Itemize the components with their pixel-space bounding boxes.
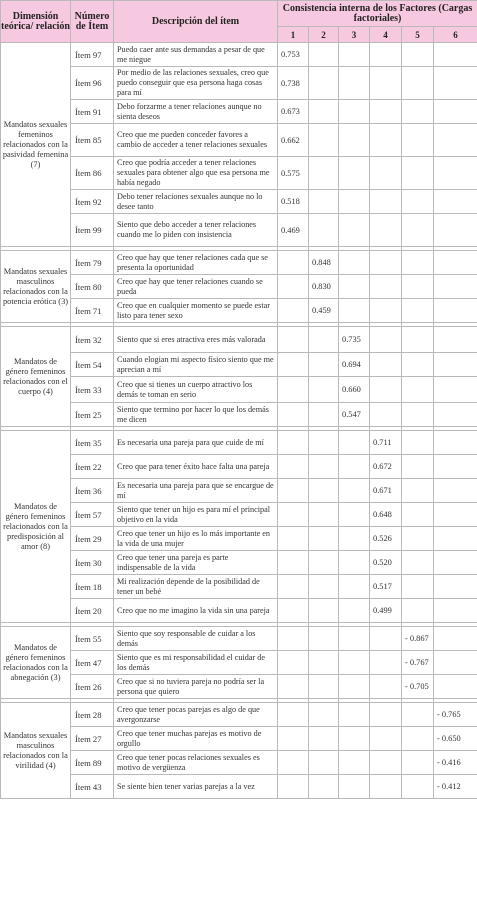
item-description-cell: Creo que tener muchas parejas es motivo de orgullo	[114, 727, 278, 751]
empty-factor-cell	[278, 377, 309, 403]
table-row	[1, 503, 477, 527]
factor-loading-value: 0.738	[278, 67, 309, 100]
item-number-cell: Ítem 92	[71, 190, 114, 214]
item-description-cell: Creo que podría acceder a tener relaciones sexuales para obtener algo que esa persona me había negado	[114, 157, 278, 190]
factor-loading-value: 0.459	[309, 299, 339, 323]
empty-factor-cell	[278, 651, 309, 675]
empty-factor-cell	[309, 575, 339, 599]
empty-factor-cell	[339, 627, 370, 651]
item-number-cell: Ítem 20	[71, 599, 114, 623]
item-number-cell: Ítem 26	[71, 675, 114, 699]
empty-factor-cell	[370, 100, 402, 124]
empty-factor-cell	[309, 551, 339, 575]
empty-factor-cell	[370, 703, 402, 727]
table-row	[1, 353, 477, 377]
item-description-cell: Creo que tener una pareja es parte indispensable de la vida	[114, 551, 278, 575]
item-description-cell: Se siente bien tener varias parejas a la vez	[114, 775, 278, 799]
table-row	[1, 190, 477, 214]
empty-factor-cell	[278, 431, 309, 455]
empty-factor-cell	[434, 599, 477, 623]
item-description-cell: Por medio de las relaciones sexuales, creo que puedo conseguir que esa persona haga cosas para mí	[114, 67, 278, 100]
empty-factor-cell	[339, 43, 370, 67]
empty-factor-cell	[434, 455, 477, 479]
header-factor-5: 5	[402, 27, 434, 43]
empty-factor-cell	[434, 403, 477, 427]
empty-factor-cell	[370, 157, 402, 190]
factor-loading-value: - 0.650	[434, 727, 477, 751]
empty-factor-cell	[370, 299, 402, 323]
empty-factor-cell	[339, 124, 370, 157]
empty-factor-cell	[278, 751, 309, 775]
item-number-cell: Ítem 35	[71, 431, 114, 455]
item-number-cell: Ítem 97	[71, 43, 114, 67]
empty-factor-cell	[278, 353, 309, 377]
empty-factor-cell	[402, 353, 434, 377]
table-row	[1, 599, 477, 623]
item-description-cell: Puedo caer ante sus demandas a pesar de que me niegue	[114, 43, 278, 67]
item-number-cell: Ítem 32	[71, 327, 114, 353]
factor-loading-value: 0.662	[278, 124, 309, 157]
empty-factor-cell	[278, 299, 309, 323]
empty-factor-cell	[370, 214, 402, 247]
item-description-cell: Creo que tener pocas relaciones sexuales es motivo de vergüenza	[114, 751, 278, 775]
empty-factor-cell	[339, 157, 370, 190]
empty-factor-cell	[402, 43, 434, 67]
item-number-cell: Ítem 33	[71, 377, 114, 403]
empty-factor-cell	[370, 353, 402, 377]
empty-factor-cell	[278, 403, 309, 427]
factor-loading-value: 0.848	[309, 251, 339, 275]
empty-factor-cell	[309, 751, 339, 775]
empty-factor-cell	[339, 551, 370, 575]
empty-factor-cell	[339, 503, 370, 527]
factor-loading-value: 0.499	[370, 599, 402, 623]
empty-factor-cell	[370, 67, 402, 100]
empty-factor-cell	[434, 503, 477, 527]
empty-factor-cell	[339, 67, 370, 100]
empty-factor-cell	[339, 727, 370, 751]
item-number-cell: Ítem 27	[71, 727, 114, 751]
empty-factor-cell	[402, 327, 434, 353]
empty-factor-cell	[309, 703, 339, 727]
item-description-cell: Creo que no me imagino la vida sin una pareja	[114, 599, 278, 623]
empty-factor-cell	[309, 479, 339, 503]
item-number-cell: Ítem 29	[71, 527, 114, 551]
empty-factor-cell	[370, 124, 402, 157]
header-dimension: Dimensión teórica/ relación	[1, 1, 71, 43]
item-description-cell: Creo que tener pocas parejas es algo de que avergonzarse	[114, 703, 278, 727]
item-description-cell: Debo tener relaciones sexuales aunque no lo desee tanto	[114, 190, 278, 214]
item-description-cell: Mi realización depende de la posibilidad de tener un bebé	[114, 575, 278, 599]
empty-factor-cell	[278, 503, 309, 527]
empty-factor-cell	[309, 100, 339, 124]
factor-loading-value: 0.711	[370, 431, 402, 455]
empty-factor-cell	[309, 377, 339, 403]
empty-factor-cell	[434, 431, 477, 455]
empty-factor-cell	[402, 157, 434, 190]
item-description-cell: Siento que soy responsable de cuidar a los demás	[114, 627, 278, 651]
table-row	[1, 455, 477, 479]
empty-factor-cell	[278, 675, 309, 699]
empty-factor-cell	[309, 327, 339, 353]
item-description-cell: Siento que si eres atractiva eres más valorada	[114, 327, 278, 353]
empty-factor-cell	[434, 527, 477, 551]
header-factor-6: 6	[434, 27, 477, 43]
empty-factor-cell	[309, 124, 339, 157]
empty-factor-cell	[434, 327, 477, 353]
table-row	[1, 431, 477, 455]
factor-loading-value: - 0.416	[434, 751, 477, 775]
empty-factor-cell	[309, 455, 339, 479]
header-factor-2: 2	[309, 27, 339, 43]
empty-factor-cell	[339, 479, 370, 503]
empty-factor-cell	[370, 627, 402, 651]
item-number-cell: Ítem 47	[71, 651, 114, 675]
empty-factor-cell	[402, 251, 434, 275]
factor-loading-value: 0.518	[278, 190, 309, 214]
dimension-cell: Mandatos sexuales masculinos relacionados con la virilidad (4)	[1, 703, 71, 799]
item-number-cell: Ítem 99	[71, 214, 114, 247]
item-number-cell: Ítem 30	[71, 551, 114, 575]
table-row	[1, 551, 477, 575]
dimension-cell: Mandatos de género femeninos relacionados con el cuerpo (4)	[1, 327, 71, 427]
empty-factor-cell	[370, 43, 402, 67]
empty-factor-cell	[309, 503, 339, 527]
empty-factor-cell	[309, 353, 339, 377]
empty-factor-cell	[434, 100, 477, 124]
table-row	[1, 275, 477, 299]
table-row	[1, 403, 477, 427]
dimension-cell: Mandatos de género femeninos relacionados con la predisposición al amor (8)	[1, 431, 71, 623]
empty-factor-cell	[402, 67, 434, 100]
empty-factor-cell	[339, 100, 370, 124]
item-number-cell: Ítem 79	[71, 251, 114, 275]
empty-factor-cell	[278, 599, 309, 623]
factor-loading-value: 0.526	[370, 527, 402, 551]
item-number-cell: Ítem 25	[71, 403, 114, 427]
empty-factor-cell	[402, 100, 434, 124]
empty-factor-cell	[434, 214, 477, 247]
factor-loading-value: - 0.767	[402, 651, 434, 675]
empty-factor-cell	[278, 575, 309, 599]
item-description-cell: Siento que tener un hijo es para mí el principal objetivo en la vida	[114, 503, 278, 527]
empty-factor-cell	[339, 599, 370, 623]
empty-factor-cell	[402, 455, 434, 479]
item-description-cell: Creo que hay que tener relaciones cada que se presenta la oportunidad	[114, 251, 278, 275]
empty-factor-cell	[370, 275, 402, 299]
table-row	[1, 703, 477, 727]
empty-factor-cell	[434, 157, 477, 190]
empty-factor-cell	[309, 727, 339, 751]
item-description-cell: Creo que en cualquier momento se puede estar listo para tener sexo	[114, 299, 278, 323]
empty-factor-cell	[339, 214, 370, 247]
item-description-cell: Creo que si tienes un cuerpo atractivo los demás te toman en serio	[114, 377, 278, 403]
table-row	[1, 751, 477, 775]
table-row	[1, 124, 477, 157]
table-row	[1, 214, 477, 247]
empty-factor-cell	[370, 751, 402, 775]
empty-factor-cell	[339, 251, 370, 275]
empty-factor-cell	[434, 124, 477, 157]
factor-loading-value: 0.673	[278, 100, 309, 124]
table-row	[1, 651, 477, 675]
empty-factor-cell	[278, 251, 309, 275]
item-number-cell: Ítem 18	[71, 575, 114, 599]
table-row	[1, 100, 477, 124]
empty-factor-cell	[370, 403, 402, 427]
empty-factor-cell	[309, 43, 339, 67]
item-description-cell: Debo forzarme a tener relaciones aunque no sienta deseos	[114, 100, 278, 124]
empty-factor-cell	[339, 751, 370, 775]
factor-loading-value: 0.753	[278, 43, 309, 67]
factor-loading-value: 0.830	[309, 275, 339, 299]
item-number-cell: Ítem 55	[71, 627, 114, 651]
empty-factor-cell	[278, 703, 309, 727]
empty-factor-cell	[402, 299, 434, 323]
empty-factor-cell	[370, 651, 402, 675]
header-item-number: Número de Ítem	[71, 1, 114, 43]
table-row	[1, 157, 477, 190]
factor-loading-value: 0.547	[339, 403, 370, 427]
item-description-cell: Siento que es mi responsabilidad el cuidar de los demás	[114, 651, 278, 675]
item-number-cell: Ítem 22	[71, 455, 114, 479]
item-number-cell: Ítem 28	[71, 703, 114, 727]
table-row	[1, 299, 477, 323]
header-description: Descripción del ítem	[114, 1, 278, 43]
factor-loading-value: 0.671	[370, 479, 402, 503]
factor-loading-value: - 0.867	[402, 627, 434, 651]
table-row	[1, 527, 477, 551]
header-factor-3: 3	[339, 27, 370, 43]
factor-loading-value: 0.520	[370, 551, 402, 575]
factor-loading-value: - 0.412	[434, 775, 477, 799]
factor-loading-value: 0.660	[339, 377, 370, 403]
item-description-cell: Cuando elogian mi aspecto físico siento que me aprecian a mí	[114, 353, 278, 377]
empty-factor-cell	[278, 727, 309, 751]
empty-factor-cell	[434, 190, 477, 214]
empty-factor-cell	[402, 503, 434, 527]
empty-factor-cell	[402, 124, 434, 157]
table-row	[1, 251, 477, 275]
empty-factor-cell	[278, 551, 309, 575]
table-row	[1, 675, 477, 699]
empty-factor-cell	[402, 727, 434, 751]
empty-factor-cell	[402, 431, 434, 455]
item-number-cell: Ítem 54	[71, 353, 114, 377]
empty-factor-cell	[339, 190, 370, 214]
factor-loading-value: 0.469	[278, 214, 309, 247]
empty-factor-cell	[309, 431, 339, 455]
empty-factor-cell	[339, 275, 370, 299]
factor-loading-value: 0.735	[339, 327, 370, 353]
dimension-cell: Mandatos de género femeninos relacionados con la abnegación (3)	[1, 627, 71, 699]
empty-factor-cell	[402, 403, 434, 427]
empty-factor-cell	[402, 575, 434, 599]
empty-factor-cell	[278, 527, 309, 551]
factor-loading-value: - 0.765	[434, 703, 477, 727]
empty-factor-cell	[434, 43, 477, 67]
empty-factor-cell	[402, 599, 434, 623]
empty-factor-cell	[402, 703, 434, 727]
item-description-cell: Creo que tener un hijo es lo más importante en la vida de una mujer	[114, 527, 278, 551]
item-description-cell: Es necesaria una pareja para que cuide de mí	[114, 431, 278, 455]
item-number-cell: Ítem 85	[71, 124, 114, 157]
empty-factor-cell	[339, 431, 370, 455]
item-description-cell: Es necesaria una pareja para que se encargue de mí	[114, 479, 278, 503]
empty-factor-cell	[434, 377, 477, 403]
empty-factor-cell	[434, 353, 477, 377]
empty-factor-cell	[309, 675, 339, 699]
item-number-cell: Ítem 71	[71, 299, 114, 323]
empty-factor-cell	[309, 627, 339, 651]
empty-factor-cell	[339, 575, 370, 599]
empty-factor-cell	[278, 327, 309, 353]
item-description-cell: Siento que termino por hacer lo que los demás me dicen	[114, 403, 278, 427]
empty-factor-cell	[339, 651, 370, 675]
empty-factor-cell	[370, 727, 402, 751]
empty-factor-cell	[278, 455, 309, 479]
item-number-cell: Ítem 91	[71, 100, 114, 124]
empty-factor-cell	[434, 251, 477, 275]
empty-factor-cell	[278, 275, 309, 299]
empty-factor-cell	[309, 775, 339, 799]
empty-factor-cell	[370, 377, 402, 403]
empty-factor-cell	[434, 675, 477, 699]
empty-factor-cell	[339, 455, 370, 479]
empty-factor-cell	[278, 775, 309, 799]
empty-factor-cell	[309, 67, 339, 100]
item-description-cell: Creo que me pueden conceder favores a cambio de acceder a tener relaciones sexuales	[114, 124, 278, 157]
empty-factor-cell	[434, 551, 477, 575]
empty-factor-cell	[402, 190, 434, 214]
empty-factor-cell	[370, 675, 402, 699]
empty-factor-cell	[309, 599, 339, 623]
empty-factor-cell	[339, 675, 370, 699]
table-row	[1, 377, 477, 403]
empty-factor-cell	[339, 703, 370, 727]
item-number-cell: Ítem 57	[71, 503, 114, 527]
item-number-cell: Ítem 96	[71, 67, 114, 100]
empty-factor-cell	[434, 275, 477, 299]
empty-factor-cell	[339, 527, 370, 551]
empty-factor-cell	[339, 775, 370, 799]
empty-factor-cell	[370, 327, 402, 353]
item-description-cell: Siento que debo acceder a tener relaciones cuando me lo piden con insistencia	[114, 214, 278, 247]
header-factor-1: 1	[278, 27, 309, 43]
dimension-cell: Mandatos sexuales femeninos relacionados con la pasividad femenina (7)	[1, 43, 71, 247]
table-row	[1, 627, 477, 651]
factor-loading-value: - 0.705	[402, 675, 434, 699]
item-number-cell: Ítem 89	[71, 751, 114, 775]
item-number-cell: Ítem 80	[71, 275, 114, 299]
empty-factor-cell	[434, 479, 477, 503]
empty-factor-cell	[402, 775, 434, 799]
empty-factor-cell	[434, 575, 477, 599]
empty-factor-cell	[402, 214, 434, 247]
empty-factor-cell	[309, 403, 339, 427]
table-row	[1, 775, 477, 799]
empty-factor-cell	[309, 214, 339, 247]
empty-factor-cell	[402, 551, 434, 575]
empty-factor-cell	[434, 67, 477, 100]
item-description-cell: Creo que hay que tener relaciones cuando se pueda	[114, 275, 278, 299]
empty-factor-cell	[402, 377, 434, 403]
factor-loading-value: 0.517	[370, 575, 402, 599]
header-factor-4: 4	[370, 27, 402, 43]
item-description-cell: Creo que para tener éxito hace falta una pareja	[114, 455, 278, 479]
factor-loading-value: 0.575	[278, 157, 309, 190]
empty-factor-cell	[370, 190, 402, 214]
table-row	[1, 327, 477, 353]
empty-factor-cell	[402, 479, 434, 503]
empty-factor-cell	[339, 299, 370, 323]
table-row	[1, 727, 477, 751]
empty-factor-cell	[370, 775, 402, 799]
header-consistency: Consistencia interna de los Factores (Cargas factoriales)	[278, 1, 477, 27]
empty-factor-cell	[402, 275, 434, 299]
empty-factor-cell	[309, 157, 339, 190]
empty-factor-cell	[278, 627, 309, 651]
table-row	[1, 67, 477, 100]
empty-factor-cell	[309, 190, 339, 214]
empty-factor-cell	[370, 251, 402, 275]
empty-factor-cell	[278, 479, 309, 503]
factor-loading-value: 0.694	[339, 353, 370, 377]
factor-loading-value: 0.672	[370, 455, 402, 479]
item-number-cell: Ítem 86	[71, 157, 114, 190]
item-number-cell: Ítem 36	[71, 479, 114, 503]
empty-factor-cell	[309, 527, 339, 551]
empty-factor-cell	[402, 751, 434, 775]
table-row	[1, 575, 477, 599]
empty-factor-cell	[434, 651, 477, 675]
table-row	[1, 479, 477, 503]
empty-factor-cell	[309, 651, 339, 675]
empty-factor-cell	[434, 627, 477, 651]
dimension-cell: Mandatos sexuales masculinos relacionados con la potencia erótica (3)	[1, 251, 71, 323]
empty-factor-cell	[434, 299, 477, 323]
table-row	[1, 43, 477, 67]
factor-loading-value: 0.648	[370, 503, 402, 527]
empty-factor-cell	[402, 527, 434, 551]
item-description-cell: Creo que si no tuviera pareja no podría ser la persona que quiero	[114, 675, 278, 699]
item-number-cell: Ítem 43	[71, 775, 114, 799]
